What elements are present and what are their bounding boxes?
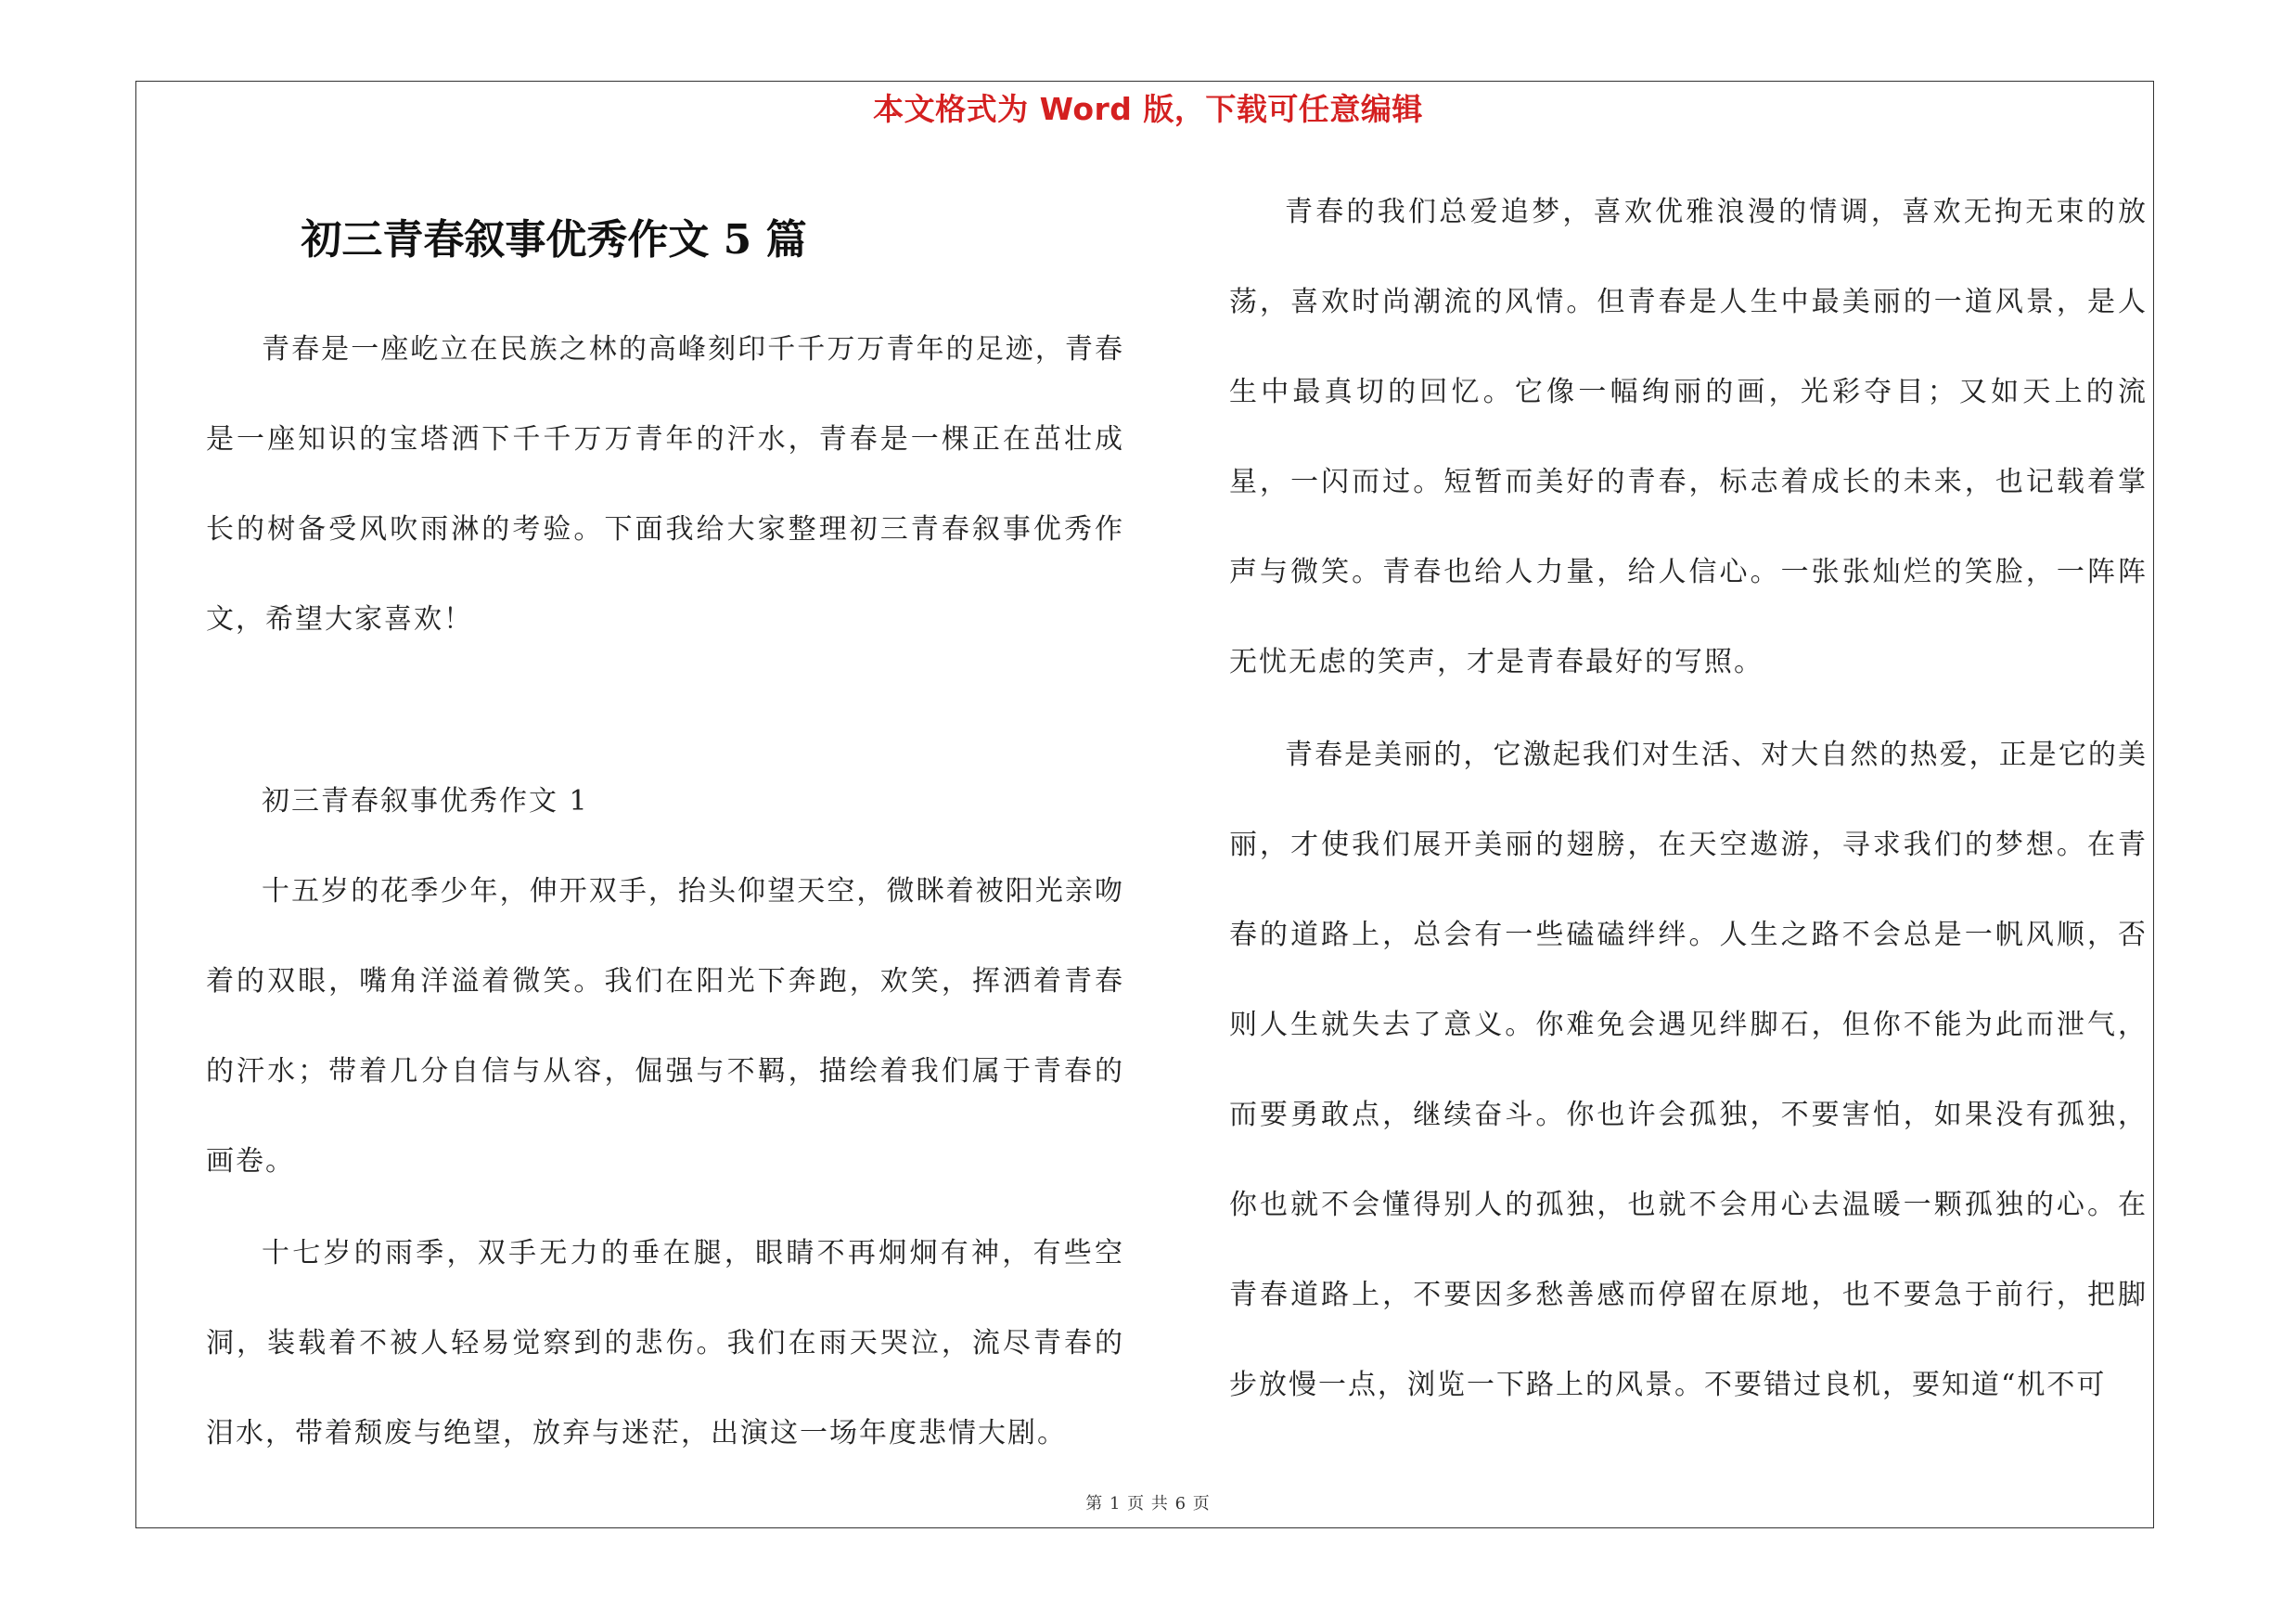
body-paragraph: 十五岁的花季少年，伸开双手，抬头仰望天空，微眯着被阳光亲吻着的双眼，嘴角洋溢着微笑。我们在阳光下奔跑，欢笑，挥洒着青春的汗水；带着几分自信与从容，倔强与不羁，描绘着我们属于青春的画卷。 [206, 875, 1124, 1178]
section-heading: 初三青春叙事优秀作文 1 [262, 785, 589, 818]
body-paragraph: 青春的我们总爱追梦，喜欢优雅浪漫的情调，喜欢无拘无束的放荡，喜欢时尚潮流的风情。但青春是人生中最美丽的一道风景，是人生中最真切的回忆。它像一幅绚丽的画，光彩夺目；又如天上的流星，一闪而过。短暂而美好的青春，标志着成长的未来，也记载着掌声与微笑。青春也给人力量，给人信心。一张张灿烂的笑脸，一阵阵无忧无虑的笑声，才是青春最好的写照。 [1229, 196, 2148, 678]
format-banner: 本文格式为 Word 版，下载可任意编辑 [873, 91, 1423, 127]
intro-paragraph: 青春是一座屹立在民族之林的高峰刻印千千万万青年的足迹，青春是一座知识的宝塔洒下千千万万青年的汗水，青春是一棵正在茁壮成长的树备受风吹雨淋的考验。下面我给大家整理初三青春叙事优秀作文，希望大家喜欢！ [206, 333, 1124, 636]
body-paragraph: 青春是美丽的，它激起我们对生活、对大自然的热爱，正是它的美丽，才使我们展开美丽的翅膀，在天空遨游，寻求我们的梦想。在青春的道路上，总会有一些磕磕绊绊。人生之路不会总是一帆风顺，否则人生就失去了意义。你难免会遇见绊脚石，但你不能为此而泄气，而要勇敢点，继续奋斗。你也许会孤独，不要害怕，如果没有孤独，你也就不会懂得别人的孤独，也就不会用心去温暖一颗孤独的心。在青春道路上，不要因多愁善感而停留在原地，也不要急于前行，把脚步放慢一点，浏览一下路上的风景。不要错过良机，要知道“机不可 [1229, 739, 2148, 1401]
page-number: 第 1 页 共 6 页 [1085, 1494, 1211, 1514]
document-title: 初三青春叙事优秀作文 5 篇 [301, 216, 807, 264]
body-paragraph: 十七岁的雨季，双手无力的垂在腿，眼睛不再炯炯有神，有些空洞，装载着不被人轻易觉察到的悲伤。我们在雨天哭泣，流尽青春的泪水，带着颓废与绝望，放弃与迷茫，出演这一场年度悲情大剧。 [206, 1237, 1124, 1449]
